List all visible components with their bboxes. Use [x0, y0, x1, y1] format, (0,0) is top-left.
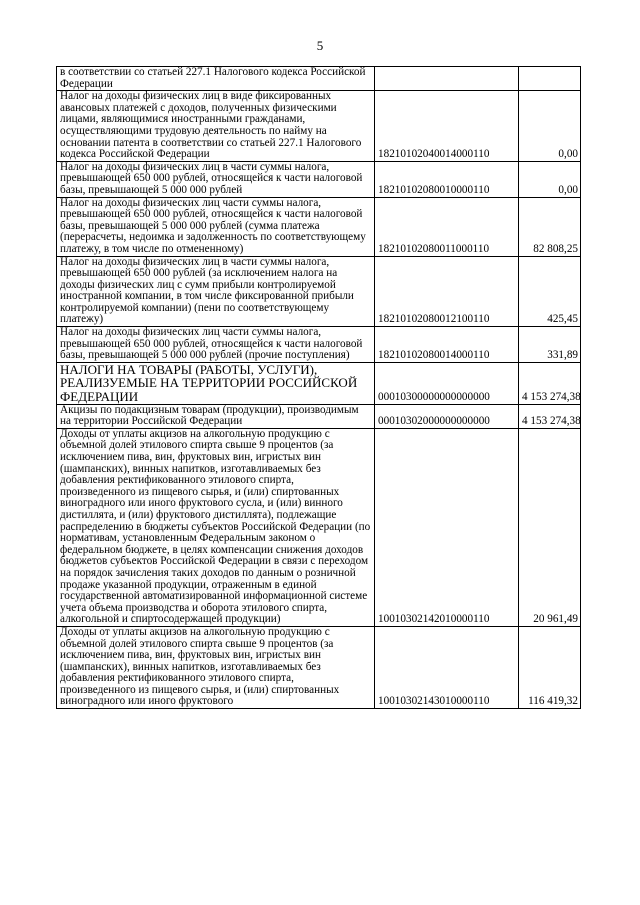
code-cell: 10010302143010000110 [375, 626, 519, 708]
amount-cell [519, 67, 581, 91]
code-cell: 00010300000000000000 [375, 362, 519, 404]
name-cell: Налог на доходы физических лиц в виде фиксированных авансовых платежей с доходов, полученных физическими лицами, являющимися иностранными гражданами, осуществляющими трудовую деятельность по найму на основании патента в соответствии со статьей 227.1 Налогового кодекса Российской Федерации [57, 91, 375, 162]
table-row [57, 197, 581, 256]
name-cell: Налог на доходы физических лиц части суммы налога, превышающей 650 000 рублей, относящейся к части налоговой базы, превышающей 5 000 000 рублей (прочие поступления) [57, 327, 375, 363]
name-cell: Налог на доходы физических лиц в части суммы налога, превышающей 650 000 рублей, относящейся к части налоговой базы, превышающей 5 000 000 рублей [57, 161, 375, 197]
table-row [57, 91, 581, 162]
name-cell: Акцизы по подакцизным товарам (продукции), производимым на территории Российской Федерации [57, 404, 375, 428]
revenue-table-body [57, 67, 581, 709]
table-row [57, 428, 581, 626]
amount-cell: 0,00 [519, 161, 581, 197]
amount-cell: 4 153 274,38 [519, 404, 581, 428]
name-cell: Доходы от уплаты акцизов на алкогольную продукцию с объемной долей этилового спирта свыше 9 процентов (за исключением пива, вин, фруктовых вин, игристых вин (шампанских), винных напитков, изготавливаемых без добавления ректификованного этилового спирта, произведенного из пищевого сырья, и (или) спиртованных виноградного или иного фруктового сусла, и (или) винного дистиллята, и (или) фруктового дистиллята), подлежащие распределению в бюджеты субъектов Российской Федерации (по нормативам, установленным Федеральным законом о федеральном бюджете, в целях компенсации снижения доходов бюджетов субъектов Российской Федерации в связи с переходом на порядок зачисления таких доходов по данным о розничной продаже указанной продукции, отраженным в единой государственной автоматизированной информационной системе учета объема производства и оборота этилового спирта, алкогольной и спиртосодержащей продукции) [57, 428, 375, 626]
name-cell: НАЛОГИ НА ТОВАРЫ (РАБОТЫ, УСЛУГИ), РЕАЛИЗУЕМЫЕ НА ТЕРРИТОРИИ РОССИЙСКОЙ ФЕДЕРАЦИИ [57, 362, 375, 404]
table-row [57, 327, 581, 363]
amount-cell: 82 808,25 [519, 197, 581, 256]
table-row [57, 362, 581, 404]
table-row [57, 161, 581, 197]
table-row [57, 626, 581, 708]
amount-cell: 331,89 [519, 327, 581, 363]
table-row [57, 404, 581, 428]
amount-cell: 425,45 [519, 256, 581, 327]
amount-cell: 0,00 [519, 91, 581, 162]
code-cell: 18210102040014000110 [375, 91, 519, 162]
name-cell: в соответствии со статьей 227.1 Налогового кодекса Российской Федерации [57, 67, 375, 91]
code-cell: 18210102080011000110 [375, 197, 519, 256]
code-cell: 10010302142010000110 [375, 428, 519, 626]
amount-cell: 20 961,49 [519, 428, 581, 626]
code-cell: 00010302000000000000 [375, 404, 519, 428]
revenue-table [56, 66, 581, 709]
table-row [57, 256, 581, 327]
code-cell: 18210102080012100110 [375, 256, 519, 327]
page-number: 5 [316, 38, 324, 53]
amount-cell: 4 153 274,38 [519, 362, 581, 404]
code-cell: 18210102080014000110 [375, 327, 519, 363]
name-cell: Налог на доходы физических лиц части суммы налога, превышающей 650 000 рублей, относящейся к части налоговой базы, превышающей 5 000 000 рублей (сумма платежа (перерасчеты, недоимка и задолженность по соответствующему платежу, в том числе по отмененному) [57, 197, 375, 256]
name-cell: Налог на доходы физических лиц в части суммы налога, превышающей 650 000 рублей (за исключением налога на доходы физических лиц с сумм прибыли контролируемой иностранной компании, в том числе фиксированной прибыли контролируемой компании) (пени по соответствующему платежу) [57, 256, 375, 327]
table-row [57, 67, 581, 91]
code-cell [375, 67, 519, 91]
code-cell: 18210102080010000110 [375, 161, 519, 197]
amount-cell: 116 419,32 [519, 626, 581, 708]
name-cell: Доходы от уплаты акцизов на алкогольную продукцию с объемной долей этилового спирта свыше 9 процентов (за исключением пива, вин, фруктовых вин, игристых вин (шампанских), винных напитков, изготавливаемых без добавления ректификованного этилового спирта, произведенного из пищевого сырья, и (или) спиртованных виноградного или иного фруктового [57, 626, 375, 708]
